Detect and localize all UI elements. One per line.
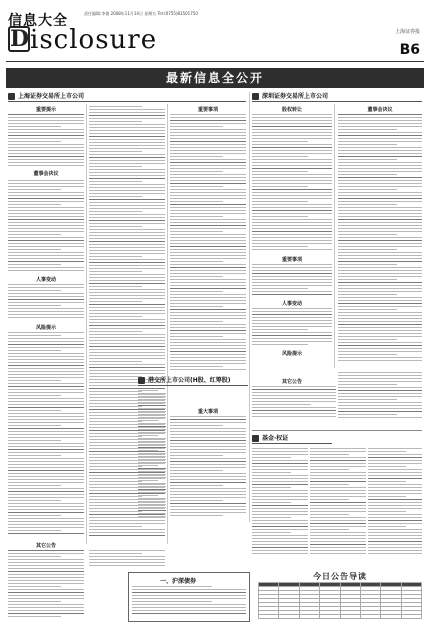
page-number: B6 <box>399 42 420 58</box>
issue-meta: 责任编辑:李倩 2008年11月14日 星期五 Tel:(0755)83501750 <box>84 11 198 16</box>
text-block-fund-3 <box>368 448 422 558</box>
text-block-sz-6 <box>338 372 422 420</box>
bond-box-title: 一、沪深债券 <box>160 578 197 585</box>
section-marker-icon <box>252 435 259 442</box>
page-banner: 最新信息全公开 <box>6 68 424 88</box>
text-block-sh-4 <box>8 332 84 538</box>
column-heading: 重要提示 <box>35 107 56 113</box>
text-block-bond <box>132 586 246 618</box>
section-marker-icon <box>138 377 145 384</box>
section-header-fund <box>252 434 332 444</box>
section-header-shenzhen <box>252 92 422 102</box>
column-heading: 重要事项 <box>197 107 218 113</box>
column-heading: 其它公告 <box>281 379 302 385</box>
section-header-shanghai <box>8 92 246 102</box>
text-block-sz-5 <box>338 114 422 364</box>
text-block-sz-4 <box>252 386 336 420</box>
column-heading: 重要事项 <box>281 257 302 263</box>
text-block-sh-1 <box>8 114 84 168</box>
section-marker-icon <box>8 93 15 100</box>
brand-chinese: 信息大全 <box>8 13 68 29</box>
column-heading: 股权转让 <box>281 107 302 113</box>
section-title: 上海证券交易所上市公司 <box>18 93 85 100</box>
brand-english: isclosure <box>30 25 158 55</box>
masthead-rule <box>6 61 424 62</box>
column-heading: 其它公告 <box>35 543 56 549</box>
guide-title: 今日公告导读 <box>313 572 367 581</box>
text-block-sh-6 <box>170 114 246 372</box>
column-heading: 重大事项 <box>197 409 218 415</box>
column-heading: 风险提示 <box>35 325 56 331</box>
text-block-sh-3 <box>8 284 84 322</box>
text-block-fund-1 <box>252 448 308 558</box>
text-block-sz-1 <box>252 114 332 254</box>
text-block-fund-2 <box>310 448 366 558</box>
text-block-sh-7 <box>170 416 246 520</box>
text-block-sh-9 <box>89 550 165 570</box>
section-title: 基金·权证 <box>262 435 289 442</box>
column-heading: 人事变动 <box>35 277 56 283</box>
section-marker-icon <box>252 93 259 100</box>
text-block-sz-3 <box>252 308 332 348</box>
guide-table <box>258 582 422 622</box>
column-heading: 董事会决议 <box>33 171 59 177</box>
section-header-hk <box>138 376 248 386</box>
section-title: 港交所上市公司(H股、红筹股) <box>148 377 231 384</box>
text-block-sz-2 <box>252 264 332 298</box>
section-title: 深圳证券交易所上市公司 <box>262 93 329 100</box>
text-block-sh-8 <box>8 550 84 620</box>
column-heading: 风险提示 <box>281 351 302 357</box>
masthead <box>6 6 424 62</box>
column-heading: 董事会决议 <box>367 107 393 113</box>
column-heading: 人事变动 <box>281 301 302 307</box>
newspaper-name: 上海证券报 <box>394 29 420 35</box>
text-block-hk-1 <box>138 390 166 520</box>
text-block-sh-2 <box>8 180 84 274</box>
brand-logo-d: D <box>10 26 30 52</box>
